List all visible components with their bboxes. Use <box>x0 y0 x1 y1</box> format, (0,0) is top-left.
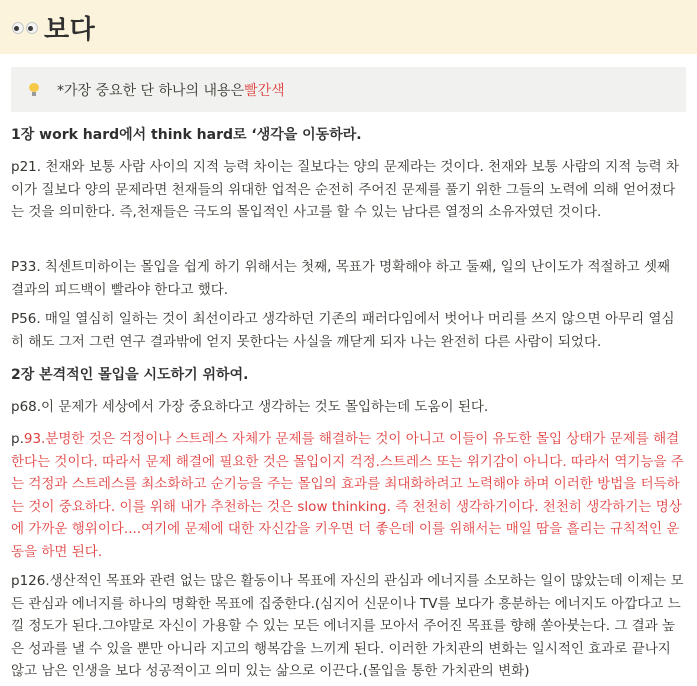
paragraph-p56[interactable]: P56. 매일 열심히 일하는 것이 최선이라고 생각하던 기존의 패러다임에서 벗어나 머리를 쓰지 않으면 아무리 열심히 해도 그저 그런 연구 결과밖에 얻지 못한다는 사실을 깨닫게 되자 나는 완전히 다른 사람이 되었다. <box>11 311 675 350</box>
eyes-icon <box>12 22 38 34</box>
paragraph-p33[interactable]: P33. 칙센트미하이는 몰입을 쉽게 하기 위해서는 첫째, 목표가 명확해야 하고 둘째, 일의 난이도가 적절하고 셋째 결과의 피드백이 빨라야 한다고 했다. <box>11 259 671 298</box>
paragraph-p126[interactable]: p126.생산적인 목표와 관련 없는 많은 활동이나 목표에 자신의 관심과 에너지를 소모하는 일이 많았는데 이제는 모든 관심과 에너지를 하나의 명확한 목표에 집중한다.(심지어 신문이나 TV를 보다가 흥분하는 에너지도 아깝다고 느낄 정도가 된다.그야말로 자신이 가용할 수 있는 모든 에너지를 모아서 주어진 목표를 향해 쏟아붓는다. 그 결과 높은 성과를 낼 수 있을 뿐만 아니라 지고의 행복감을 느끼게 된다. 이러한 가치관의 변화는 일시적인 효과로 끝나지 않고 남은 인생을 보다 성공적이고 의미 있는 삶으로 이끈다.(몰입을 통한 가치관의 변화) <box>11 573 684 679</box>
callout-block[interactable] <box>11 67 686 112</box>
section-heading-1[interactable]: 1장 work hard에서 think hard로 ‘생각을 이동하라. <box>11 127 362 143</box>
paragraph-p93-body: 93.분명한 것은 걱정이나 스트레스 자체가 문제를 해결하는 것이 아니고 이들이 유도한 몰입 상태가 문제를 해결한다는 것이다. 따라서 문제 해결에 필요한 것은 몰입이지 걱정.스트레스 또는 위기감이 아니다. 따라서 역기능을 주는 걱정과 스트레스를 최소화하고 순기능을 주는 몰입의 효과를 최대화하려고 노력해야 하며 이러한 방법을 터득하는 것이 중요하다. 이를 위해 내가 추천하는 것은 slow thinking. 즉 천천히 생각하기이다. 천천히 생각하기는 명상에 가까운 행위이다....여기에 문제에 대한 자신감을 키우면 더 좋은데 이를 위해서는 매일 땀을 흘리는 규칙적인 운동을 하면 된다. <box>11 431 684 560</box>
paragraph-p21[interactable]: p21. 천재와 보통 사람 사이의 지적 능력 차이는 질보다는 양의 문제라는 것이다. 천재와 보통 사람의 지적 능력 차이가 질보다 양의 문제라면 천재들의 위대한 업적은 순전히 주어진 문제를 풀기 위한 그들의 노력에 의해 얻어졌다는 것을 의미한다. 즉,천재들은 극도의 몰입적인 사고를 할 수 있는 남다른 열정의 소유자였던 것이다. <box>11 159 680 220</box>
callout-highlight: 빨간색 <box>244 82 285 99</box>
callout-text: *가장 중요한 단 하나의 내용은 <box>57 82 245 99</box>
section-heading-2[interactable]: 2장 본격적인 몰입을 시도하기 위하여. <box>11 367 249 383</box>
paragraph-p68[interactable]: p68.이 문제가 세상에서 가장 중요하다고 생각하는 것도 몰입하는데 도움이 된다. <box>11 399 489 415</box>
paragraph-p93-prefix: p. <box>11 431 24 447</box>
lightbulb-icon <box>29 83 39 96</box>
paragraph-p93[interactable] <box>11 428 687 563</box>
page-title-bar <box>0 0 697 54</box>
page-title[interactable]: 보다 <box>44 14 96 45</box>
